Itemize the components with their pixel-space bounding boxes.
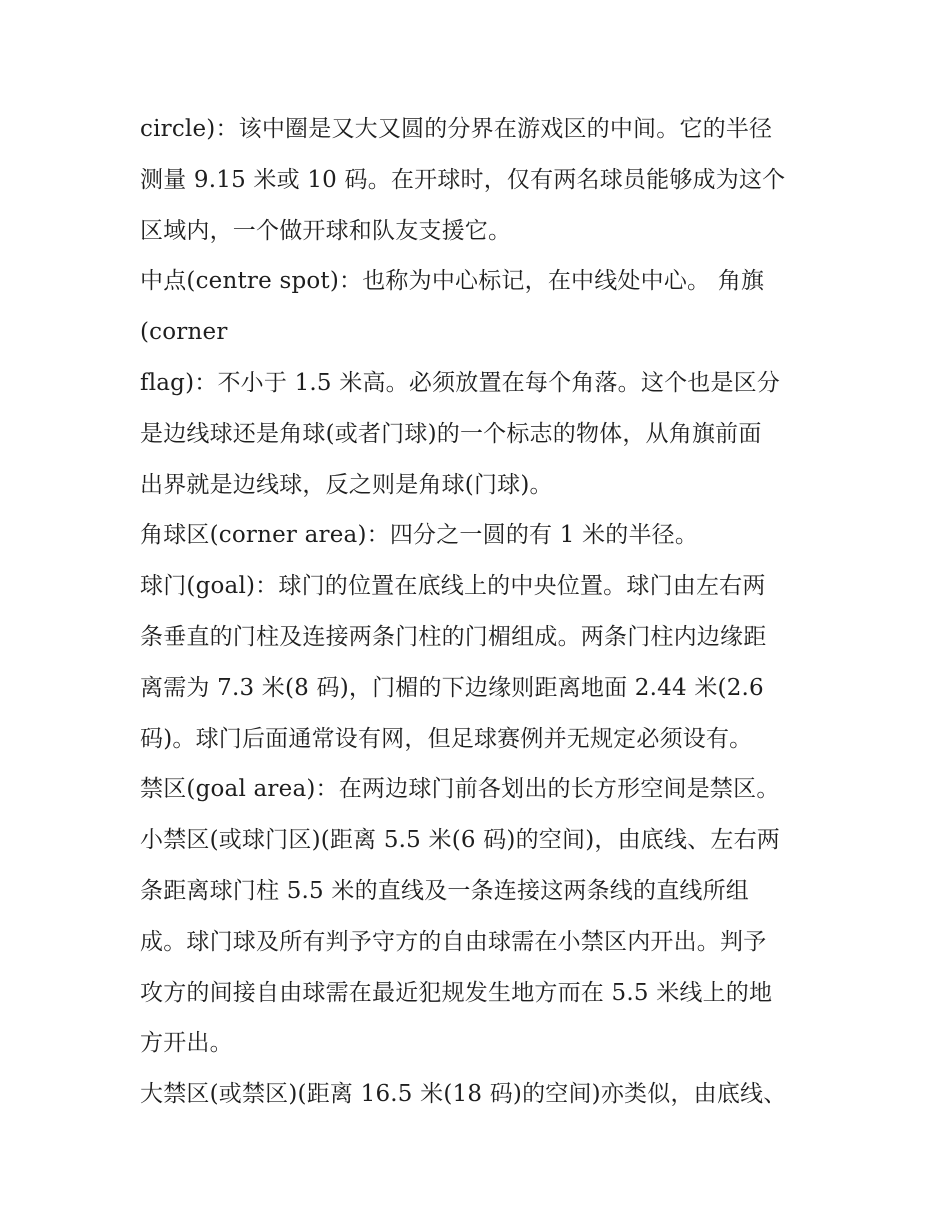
text-line: flag)：不小于 1.5 米高。必须放置在每个角落。这个也是区分 [140,369,781,396]
text-line: 条垂直的门柱及连接两条门柱的门楣组成。两条门柱内边缘距 [140,623,767,650]
text-line: 码)。球门后面通常设有网，但足球赛例并无规定必须设有。 [140,725,753,752]
text-line: 大禁区(或禁区)(距离 16.5 米(18 码)的空间)亦类似，由底线、 [140,1081,787,1108]
text-line: 小禁区(或球门区)(距离 5.5 米(6 码)的空间)，由底线、左右两 [140,827,780,854]
text-line: 条距离球门柱 5.5 米的直线及一条连接这两条线的直线所组 [140,877,749,904]
text-line: 中点(centre spot)：也称为中心标记，在中线处中心。 角旗 [140,268,765,295]
text-line: 离需为 7.3 米(8 码)，门楣的下边缘则距离地面 2.44 米(2.6 [140,674,764,701]
text-line: 出界就是边线球，反之则是角球(门球)。 [140,471,553,498]
text-line: 区域内，一个做开球和队友支援它。 [140,217,512,244]
text-line: 方开出。 [140,1030,233,1057]
text-line: 禁区(goal area)：在两边球门前各划出的长方形空间是禁区。 [140,776,780,803]
text-line: 攻方的间接自由球需在最近犯规发生地方而在 5.5 米线上的地 [140,979,773,1006]
text-line: (corner [140,319,228,346]
text-line: 角球区(corner area)：四分之一圆的有 1 米的半径。 [140,522,699,549]
text-line: circle)：该中圈是又大又圆的分界在游戏区的中间。它的半径 [140,116,773,142]
text-line: 成。球门球及所有判予守方的自由球需在小禁区内开出。判予 [140,928,767,955]
text-line: 球门(goal)：球门的位置在底线上的中央位置。球门由左右两 [140,573,766,600]
text-line: 是边线球还是角球(或者门球)的一个标志的物体，从角旗前面 [140,420,762,447]
document-body [140,104,820,1120]
text-line: 测量 9.15 米或 10 码。在开球时，仅有两名球员能够成为这个 [140,166,786,193]
